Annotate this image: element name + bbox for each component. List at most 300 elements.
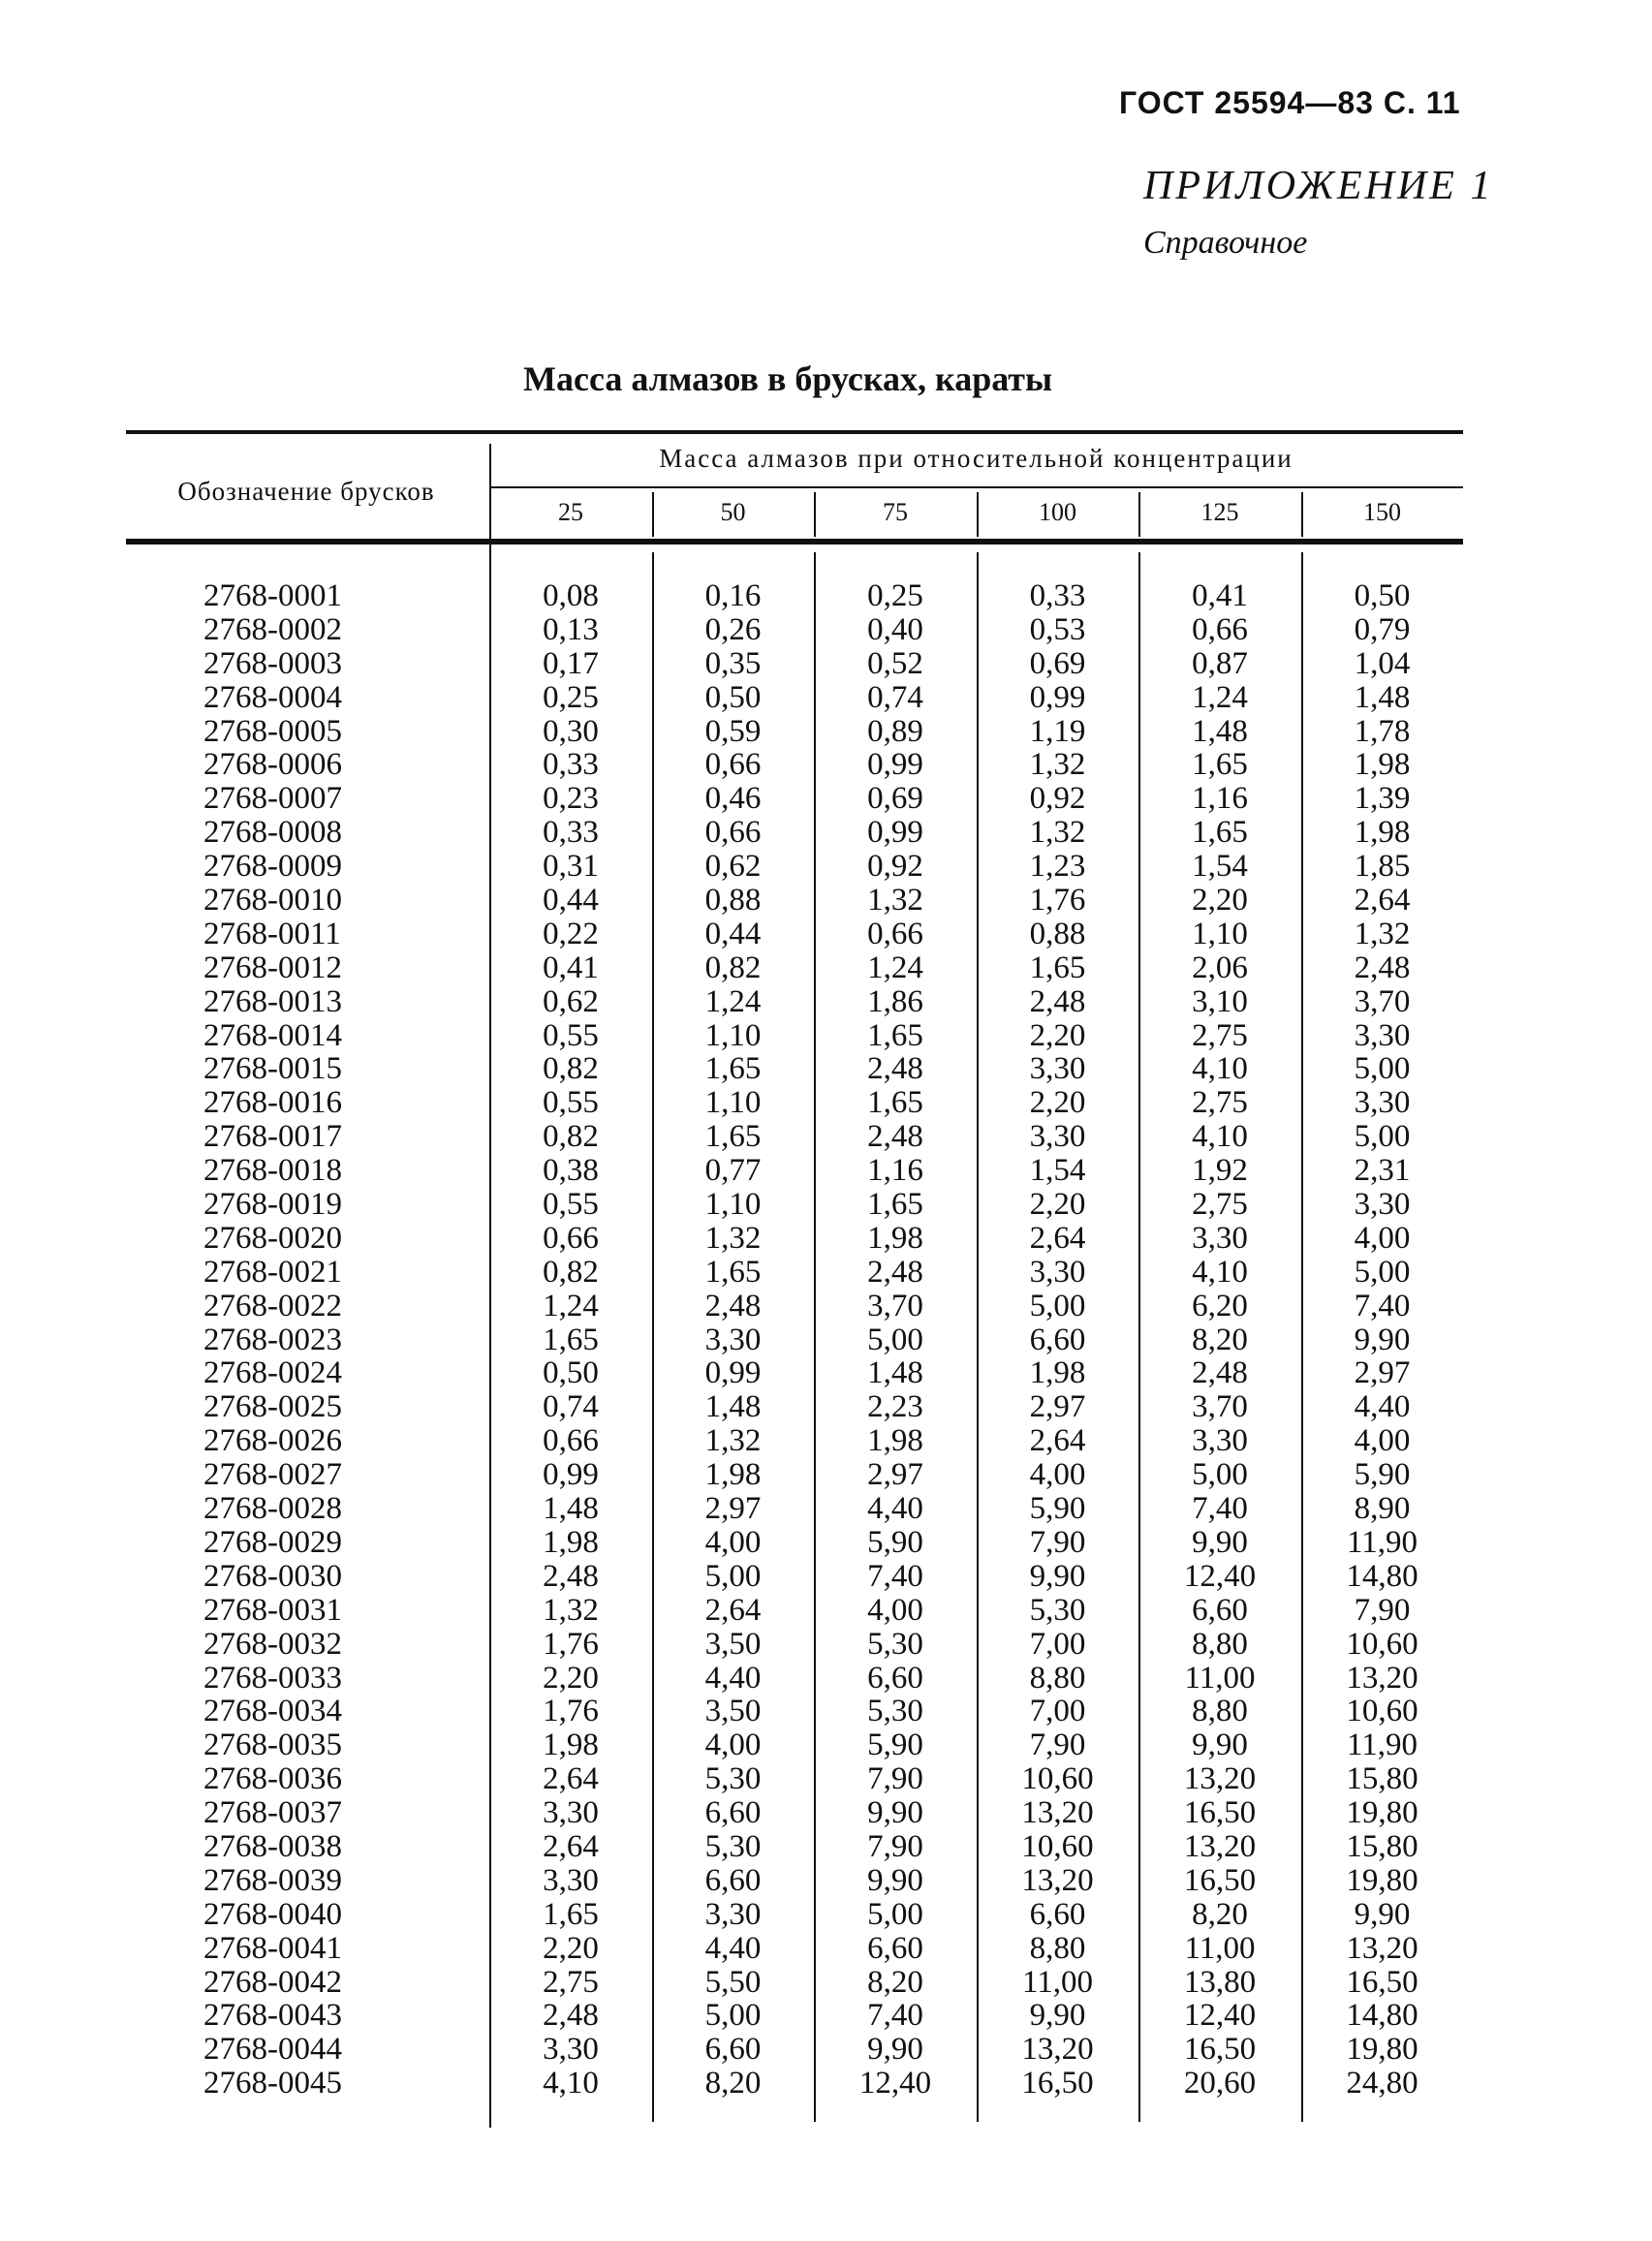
mass-value: 12,40 — [1183, 1558, 1257, 1594]
mass-value: 2,48 — [1192, 1355, 1248, 1391]
bar-designation — [203, 1458, 426, 1492]
bar-designation-text: 2768-0016 — [203, 1085, 342, 1121]
mass-value: 2,48 — [867, 1119, 923, 1155]
mass-value: 1,24 — [1192, 679, 1248, 715]
mass-value: 0,66 — [704, 815, 762, 851]
mass-value: 5,90 — [867, 1524, 923, 1560]
mass-value: 1,32 — [867, 883, 923, 918]
mass-value: 6,60 — [1029, 1322, 1086, 1357]
mass-value: 0,88 — [1029, 916, 1086, 951]
table-row — [0, 918, 1652, 951]
mass-value: 1,65 — [1192, 815, 1248, 851]
mass-value: 9,90 — [867, 2032, 923, 2068]
mass-value: 8,80 — [1029, 1930, 1086, 1966]
mass-value: 1,24 — [867, 949, 923, 985]
bar-designation — [203, 2033, 426, 2067]
mass-value: 3,70 — [867, 1288, 923, 1323]
mass-value: 0,66 — [867, 916, 923, 951]
mass-value: 8,20 — [867, 1964, 923, 2000]
table-row — [0, 1628, 1652, 1662]
mass-value: 13,20 — [1346, 1930, 1418, 1966]
mass-value: 9,90 — [1029, 1558, 1086, 1594]
mass-value: 4,00 — [704, 1727, 762, 1763]
mass-value: 2,75 — [1192, 1085, 1248, 1121]
mass-value: 3,30 — [543, 1795, 599, 1831]
mass-value: 6,60 — [867, 1660, 923, 1696]
bar-designation-text: 2768-0011 — [203, 916, 341, 951]
bar-designation — [203, 1390, 426, 1424]
mass-value: 0,44 — [704, 916, 762, 951]
mass-value: 13,20 — [1183, 1761, 1257, 1797]
bar-designation — [203, 884, 426, 918]
mass-value: 2,20 — [543, 1660, 599, 1696]
table-row — [0, 681, 1652, 715]
mass-value: 1,65 — [704, 1254, 762, 1290]
mass-value: 2,20 — [1029, 1017, 1086, 1053]
mass-value: 0,82 — [704, 949, 762, 985]
bar-designation-text: 2768-0033 — [203, 1660, 342, 1696]
bar-designation-text: 2768-0021 — [203, 1254, 342, 1290]
bar-designation — [203, 1594, 426, 1628]
table-top-rule — [126, 430, 1463, 434]
bar-designation — [203, 951, 426, 985]
mass-value: 1,24 — [543, 1288, 599, 1323]
mass-value: 5,30 — [704, 1828, 762, 1864]
concentration-header-125: 125 — [1200, 498, 1239, 526]
mass-value: 1,65 — [543, 1896, 599, 1932]
mass-value: 2,64 — [1354, 883, 1411, 918]
table-row — [0, 985, 1652, 1019]
bar-designation — [203, 1966, 426, 2000]
bar-designation — [203, 1290, 426, 1323]
table-row — [0, 1492, 1652, 1526]
mass-value: 6,60 — [704, 1795, 762, 1831]
table-row — [0, 1796, 1652, 1830]
bar-designation — [203, 1560, 426, 1594]
mass-value: 2,20 — [1029, 1187, 1086, 1223]
mass-value: 1,78 — [1354, 713, 1411, 749]
mass-value: 0,92 — [1029, 781, 1086, 817]
mass-value: 1,54 — [1029, 1153, 1086, 1189]
mass-value: 2,64 — [543, 1761, 599, 1797]
mass-value: 0,52 — [867, 645, 923, 681]
mass-value: 11,00 — [1021, 1964, 1094, 2000]
mass-value: 2,20 — [543, 1930, 599, 1966]
mass-value: 2,75 — [1192, 1017, 1248, 1053]
mass-value: 15,80 — [1346, 1828, 1418, 1864]
bar-designation — [203, 1999, 426, 2033]
table-row — [0, 1356, 1652, 1390]
bar-designation — [203, 579, 426, 613]
mass-value: 1,24 — [704, 983, 762, 1019]
table-row — [0, 1256, 1652, 1290]
bar-designation-text: 2768-0035 — [203, 1727, 342, 1763]
table-row — [0, 1560, 1652, 1594]
mass-value: 0,66 — [1192, 611, 1248, 647]
mass-value: 0,44 — [543, 883, 599, 918]
mass-value: 3,10 — [1192, 983, 1248, 1019]
mass-value: 1,65 — [543, 1322, 599, 1357]
mass-value: 2,48 — [1029, 983, 1086, 1019]
concentration-group-header: Масса алмазов при относительной концентрации — [659, 444, 1294, 473]
mass-value: 0,33 — [543, 815, 599, 851]
mass-value: 0,55 — [543, 1017, 599, 1053]
mass-value: 4,10 — [1192, 1254, 1248, 1290]
bar-designation-text: 2768-0034 — [203, 1694, 342, 1729]
mass-value: 24,80 — [1346, 2066, 1418, 2101]
table-row — [0, 1662, 1652, 1696]
mass-value: 3,50 — [704, 1626, 762, 1662]
bar-designation-text: 2768-0045 — [203, 2066, 342, 2101]
bar-designation-text: 2768-0009 — [203, 849, 342, 885]
mass-value: 4,00 — [1354, 1220, 1411, 1256]
bar-designation-text: 2768-0040 — [203, 1896, 342, 1932]
mass-value: 13,20 — [1346, 1660, 1418, 1696]
table-row — [0, 1966, 1652, 2000]
mass-value: 2,48 — [704, 1288, 762, 1323]
mass-value: 0,33 — [1029, 578, 1086, 613]
mass-value: 1,32 — [543, 1592, 599, 1628]
mass-value: 10,60 — [1346, 1694, 1418, 1729]
mass-value: 0,92 — [867, 849, 923, 885]
mass-value: 1,65 — [1192, 747, 1248, 783]
mass-value: 1,10 — [704, 1085, 762, 1121]
bar-designation — [203, 1526, 426, 1560]
mass-value: 0,38 — [543, 1153, 599, 1189]
mass-value: 0,99 — [543, 1457, 599, 1493]
mass-value: 4,40 — [704, 1930, 762, 1966]
bar-designation — [203, 782, 426, 816]
mass-value: 7,90 — [1354, 1592, 1411, 1628]
table-row — [0, 1222, 1652, 1256]
table-row — [0, 1154, 1652, 1188]
mass-value: 2,64 — [704, 1592, 762, 1628]
mass-value: 8,90 — [1354, 1491, 1411, 1527]
mass-value: 1,16 — [1192, 781, 1248, 817]
mass-value: 1,65 — [867, 1187, 923, 1223]
bar-designation-text: 2768-0015 — [203, 1051, 342, 1087]
mass-value: 8,80 — [1192, 1626, 1248, 1662]
mass-value: 0,22 — [543, 916, 599, 951]
mass-value: 1,65 — [867, 1085, 923, 1121]
mass-value: 4,10 — [1192, 1119, 1248, 1155]
bar-designation — [203, 1086, 426, 1120]
concentration-header-50: 50 — [720, 498, 746, 526]
bar-designation-text: 2768-0031 — [203, 1592, 342, 1628]
mass-value: 2,48 — [1354, 949, 1411, 985]
table-row — [0, 1188, 1652, 1222]
mass-value: 7,40 — [1354, 1288, 1411, 1323]
mass-value: 0,25 — [543, 679, 599, 715]
bar-designation — [203, 1154, 426, 1188]
bar-designation — [203, 1019, 426, 1053]
table-row — [0, 782, 1652, 816]
mass-value: 7,90 — [1029, 1524, 1086, 1560]
mass-value: 2,48 — [543, 1558, 599, 1594]
mass-value: 0,23 — [543, 781, 599, 817]
table-row — [0, 884, 1652, 918]
bar-designation — [203, 1628, 426, 1662]
mass-value: 9,90 — [867, 1795, 923, 1831]
mass-value: 16,50 — [1183, 2032, 1257, 2068]
mass-value: 3,30 — [543, 1862, 599, 1898]
mass-value: 0,26 — [704, 611, 762, 647]
mass-value: 0,41 — [1192, 578, 1248, 613]
mass-value: 7,40 — [867, 1998, 923, 2034]
bar-designation-text: 2768-0042 — [203, 1964, 342, 2000]
mass-value: 0,99 — [1029, 679, 1086, 715]
mass-value: 1,76 — [543, 1694, 599, 1729]
mass-value: 1,10 — [704, 1017, 762, 1053]
bar-designation — [203, 1052, 426, 1086]
mass-value: 7,40 — [867, 1558, 923, 1594]
mass-value: 5,00 — [867, 1322, 923, 1357]
table-row — [0, 1086, 1652, 1120]
bar-designation-text: 2768-0041 — [203, 1930, 342, 1966]
table-body — [0, 579, 1652, 2101]
table-row — [0, 1830, 1652, 1864]
header-bottom-rule — [126, 539, 1463, 545]
mass-value: 5,90 — [867, 1727, 923, 1763]
mass-value: 2,31 — [1354, 1153, 1411, 1189]
bar-designation-text: 2768-0043 — [203, 1998, 342, 2034]
table-row — [0, 1390, 1652, 1424]
bar-designation — [203, 1728, 426, 1762]
mass-value: 5,00 — [1192, 1457, 1248, 1493]
bar-designation-text: 2768-0014 — [203, 1017, 342, 1053]
bar-designation-text: 2768-0013 — [203, 983, 342, 1019]
table-row — [0, 613, 1652, 647]
table-row — [0, 2033, 1652, 2067]
mass-value: 5,00 — [867, 1896, 923, 1932]
bar-designation-text: 2768-0020 — [203, 1220, 342, 1256]
table-row — [0, 1458, 1652, 1492]
mass-value: 3,30 — [704, 1896, 762, 1932]
mass-value: 9,90 — [1192, 1727, 1248, 1763]
mass-value: 0,62 — [543, 983, 599, 1019]
mass-value: 5,00 — [1354, 1051, 1411, 1087]
mass-value: 0,99 — [867, 815, 923, 851]
mass-value: 1,86 — [867, 983, 923, 1019]
mass-value: 19,80 — [1346, 1795, 1418, 1831]
mass-value: 0,08 — [543, 578, 599, 613]
mass-value: 0,69 — [867, 781, 923, 817]
bar-designation-text: 2768-0028 — [203, 1491, 342, 1527]
column-divider — [652, 492, 654, 537]
standard-code: ГОСТ 25594—83 С. 11 — [1119, 85, 1461, 120]
mass-value: 1,48 — [1354, 679, 1411, 715]
mass-value: 5,90 — [1354, 1457, 1411, 1493]
table-row — [0, 1019, 1652, 1053]
mass-value: 0,35 — [704, 645, 762, 681]
mass-value: 2,97 — [704, 1491, 762, 1527]
mass-value: 9,90 — [1029, 1998, 1086, 2034]
mass-value: 13,20 — [1021, 1795, 1094, 1831]
mass-value: 1,32 — [1029, 815, 1086, 851]
mass-value: 0,41 — [543, 949, 599, 985]
mass-value: 2,48 — [543, 1998, 599, 2034]
column-divider — [1301, 492, 1303, 537]
bar-designation-text: 2768-0001 — [203, 578, 342, 613]
table-row — [0, 951, 1652, 985]
table-row — [0, 1898, 1652, 1932]
mass-value: 0,40 — [867, 611, 923, 647]
mass-value: 2,64 — [543, 1828, 599, 1864]
mass-value: 3,30 — [1354, 1017, 1411, 1053]
mass-value: 13,20 — [1021, 2032, 1094, 2068]
bar-designation-text: 2768-0019 — [203, 1187, 342, 1223]
mass-value: 2,97 — [1354, 1355, 1411, 1391]
table-row — [0, 850, 1652, 884]
mass-value: 6,60 — [704, 2032, 762, 2068]
mass-value: 5,30 — [867, 1694, 923, 1729]
designation-header: Обозначение брусков — [177, 477, 435, 506]
table-row — [0, 1120, 1652, 1154]
bar-designation — [203, 1898, 426, 1932]
table-row — [0, 748, 1652, 782]
bar-designation-text: 2768-0025 — [203, 1389, 342, 1425]
bar-designation-text: 2768-0004 — [203, 679, 342, 715]
mass-value: 0,69 — [1029, 645, 1086, 681]
mass-value: 1,32 — [704, 1220, 762, 1256]
mass-value: 5,00 — [704, 1998, 762, 2034]
mass-value: 1,98 — [543, 1524, 599, 1560]
bar-designation-text: 2768-0037 — [203, 1795, 342, 1831]
mass-value: 0,66 — [543, 1423, 599, 1459]
mass-value: 2,97 — [867, 1457, 923, 1493]
mass-value: 0,50 — [704, 679, 762, 715]
mass-value: 6,20 — [1192, 1288, 1248, 1323]
table-row — [0, 1290, 1652, 1323]
mass-value: 1,98 — [867, 1220, 923, 1256]
bar-designation — [203, 1932, 426, 1966]
mass-value: 0,30 — [543, 713, 599, 749]
bar-designation-text: 2768-0032 — [203, 1626, 342, 1662]
mass-value: 1,10 — [704, 1187, 762, 1223]
mass-value: 10,60 — [1346, 1626, 1418, 1662]
bar-designation — [203, 816, 426, 850]
table-row — [0, 1323, 1652, 1357]
table-row — [0, 2067, 1652, 2101]
mass-value: 9,90 — [1192, 1524, 1248, 1560]
bar-designation-text: 2768-0002 — [203, 611, 342, 647]
bar-designation — [203, 681, 426, 715]
mass-value: 0,66 — [543, 1220, 599, 1256]
mass-value: 3,30 — [543, 2032, 599, 2068]
mass-value: 2,20 — [1192, 883, 1248, 918]
mass-value: 4,10 — [1192, 1051, 1248, 1087]
table-row — [0, 1762, 1652, 1796]
bar-designation — [203, 918, 426, 951]
mass-value: 0,50 — [543, 1355, 599, 1391]
mass-value: 1,32 — [704, 1423, 762, 1459]
table-row — [0, 1695, 1652, 1728]
mass-value: 1,65 — [704, 1119, 762, 1155]
mass-value: 2,64 — [1029, 1220, 1086, 1256]
mass-value: 2,75 — [543, 1964, 599, 2000]
bar-designation-text: 2768-0018 — [203, 1153, 342, 1189]
table-row — [0, 1932, 1652, 1966]
mass-value: 3,30 — [1354, 1085, 1411, 1121]
bar-designation-text: 2768-0010 — [203, 883, 342, 918]
bar-designation-text: 2768-0017 — [203, 1119, 342, 1155]
mass-value: 13,20 — [1021, 1862, 1094, 1898]
mass-value: 0,82 — [543, 1051, 599, 1087]
table-row — [0, 715, 1652, 749]
bar-designation — [203, 1256, 426, 1290]
table-row — [0, 1052, 1652, 1086]
mass-value: 6,60 — [1029, 1896, 1086, 1932]
table-row — [0, 1864, 1652, 1898]
mass-value: 5,30 — [867, 1626, 923, 1662]
mass-value: 4,00 — [1029, 1457, 1086, 1493]
mass-value: 5,50 — [704, 1964, 762, 2000]
mass-value: 13,80 — [1183, 1964, 1257, 2000]
mass-value: 1,32 — [1029, 747, 1086, 783]
mass-value: 16,50 — [1183, 1862, 1257, 1898]
mass-value: 1,23 — [1029, 849, 1086, 885]
bar-designation-text: 2768-0044 — [203, 2032, 342, 2068]
mass-value: 2,48 — [867, 1254, 923, 1290]
table-title: Масса алмазов в брусках, караты — [523, 359, 1053, 398]
mass-value: 7,90 — [867, 1761, 923, 1797]
mass-value: 1,19 — [1029, 713, 1086, 749]
mass-value: 0,55 — [543, 1085, 599, 1121]
mass-value: 9,90 — [1354, 1322, 1411, 1357]
mass-value: 14,80 — [1346, 1558, 1418, 1594]
mass-value: 7,90 — [1029, 1727, 1086, 1763]
bar-designation — [203, 1830, 426, 1864]
mass-value: 0,82 — [543, 1254, 599, 1290]
bar-designation — [203, 1424, 426, 1458]
mass-value: 7,40 — [1192, 1491, 1248, 1527]
mass-value: 1,85 — [1354, 849, 1411, 885]
bar-designation — [203, 715, 426, 749]
bar-designation-text: 2768-0006 — [203, 747, 342, 783]
bar-designation — [203, 613, 426, 647]
mass-value: 10,60 — [1021, 1761, 1094, 1797]
mass-value: 0,82 — [543, 1119, 599, 1155]
mass-value: 1,39 — [1354, 781, 1411, 817]
mass-value: 1,04 — [1354, 645, 1411, 681]
mass-value: 2,20 — [1029, 1085, 1086, 1121]
mass-value: 8,80 — [1029, 1660, 1086, 1696]
bar-designation — [203, 850, 426, 884]
mass-value: 0,53 — [1029, 611, 1086, 647]
concentration-header-75: 75 — [883, 498, 908, 526]
mass-value: 1,76 — [1029, 883, 1086, 918]
mass-value: 1,48 — [1192, 713, 1248, 749]
mass-value: 0,77 — [704, 1153, 762, 1189]
bar-designation-text: 2768-0005 — [203, 713, 342, 749]
mass-value: 0,74 — [867, 679, 923, 715]
concentration-header-100: 100 — [1039, 498, 1076, 526]
mass-value: 0,59 — [704, 713, 762, 749]
mass-value: 9,90 — [867, 1862, 923, 1898]
mass-value: 11,00 — [1184, 1930, 1256, 1966]
mass-value: 5,90 — [1029, 1491, 1086, 1527]
mass-value: 8,20 — [1192, 1896, 1248, 1932]
bar-designation-text: 2768-0023 — [203, 1322, 342, 1357]
table-row — [0, 1594, 1652, 1628]
bar-designation — [203, 1864, 426, 1898]
table-row — [0, 1999, 1652, 2033]
mass-value: 6,60 — [1192, 1592, 1248, 1628]
bar-designation — [203, 1188, 426, 1222]
mass-value: 0,74 — [543, 1389, 599, 1425]
mass-value: 1,54 — [1192, 849, 1248, 885]
mass-value: 2,48 — [867, 1051, 923, 1087]
